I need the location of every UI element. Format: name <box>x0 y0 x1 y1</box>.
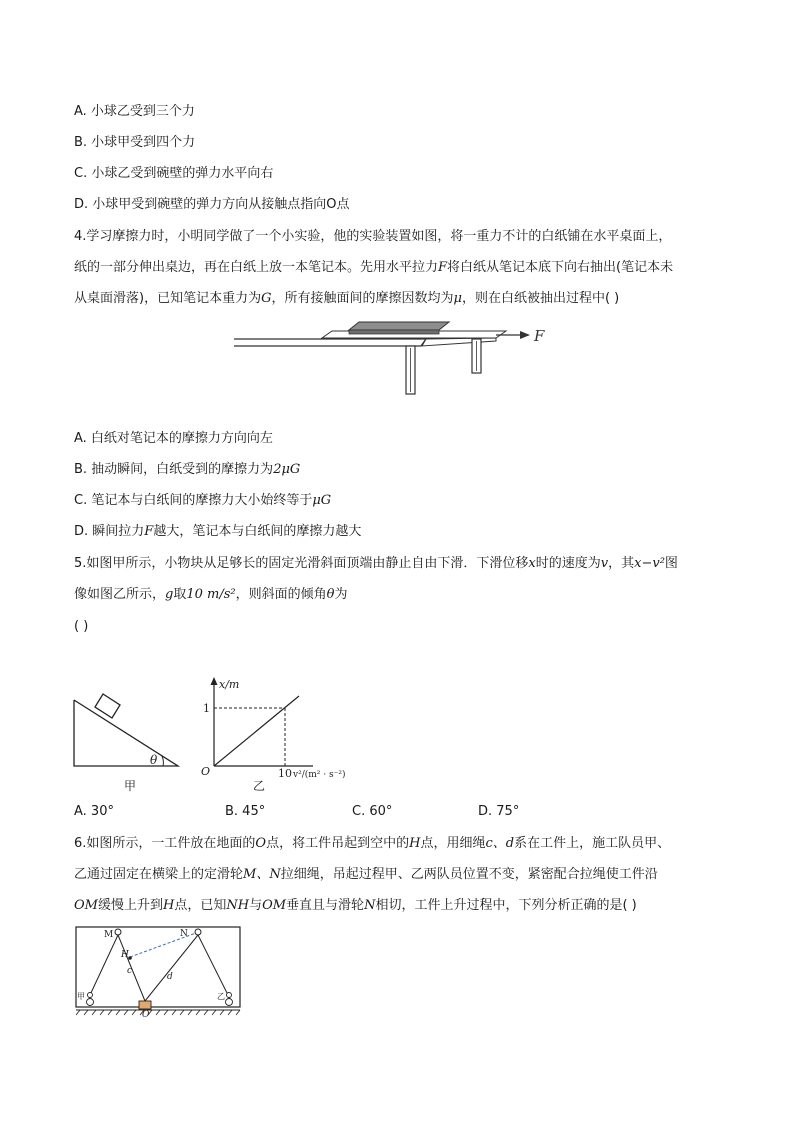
q6-label-d: d <box>167 972 173 982</box>
q5-figure-label-jia: 甲 <box>124 779 137 793</box>
q4-figure-force-label: F <box>534 327 545 345</box>
q4-option-d: D. 瞬间拉力F越大，笔记本与白纸间的摩擦力越大 <box>74 524 362 539</box>
q4-figure-table <box>234 318 564 400</box>
q4-option-a: A. 白纸对笔记本的摩擦力方向向左 <box>74 431 273 446</box>
q6-pulley-n <box>195 929 201 935</box>
q6-label-jia: 甲 <box>77 992 85 1001</box>
q6-pulley-m <box>115 929 121 935</box>
q5-figure-label-yi: 乙 <box>253 779 266 793</box>
q6-label-yi: 乙 <box>217 992 225 1001</box>
q5-option-a: A. 30° <box>74 804 114 819</box>
q6-workpiece <box>139 1001 151 1009</box>
q5-stem-line2: 像如图乙所示，g取10 m/s²，则斜面的倾角θ为 <box>74 587 348 602</box>
q4-stem-line1: 4.学习摩擦力时，小明同学做了一个小实验，他的实验装置如图，将一重力不计的白纸铺在水平桌面上， <box>74 229 672 244</box>
q6-label-c: c <box>127 966 133 976</box>
q5-figure-theta: θ <box>150 753 158 767</box>
q5-figure-incline <box>70 690 190 795</box>
q5-graph-x-axis-label: v²/(m² · s⁻²) <box>293 770 346 780</box>
q5-graph-y-axis-label: x/m <box>219 678 240 691</box>
q6-label-n: N <box>180 929 188 939</box>
q6-stem-line2: 乙通过固定在横梁上的定滑轮M、N拉细绳，吊起过程甲、乙两队员位置不变，紧密配合拉绳使工件沿 <box>74 867 658 882</box>
q5-option-b: B. 45° <box>225 804 266 819</box>
q4-stem-line2: 纸的一部分伸出桌边，再在白纸上放一本笔记本。先用水平拉力F将白纸从笔记本底下向右抽出(笔记本未 <box>74 260 674 275</box>
q3-option-a: A. 小球乙受到三个力 <box>74 104 195 119</box>
q3-option-c: C. 小球乙受到碗壁的弹力水平向右 <box>74 166 274 181</box>
q6-label-h: H <box>121 950 129 960</box>
q5-figure-graph <box>195 672 370 797</box>
q6-figure-pulleys <box>74 925 242 1020</box>
q5-stem-line1: 5.如图甲所示，小物块从足够长的固定光滑斜面顶端由静止自由下滑．下滑位移x时的速度为v，其x−v²图 <box>74 556 678 571</box>
q5-answer-paren: ( ) <box>74 619 89 634</box>
q3-option-d: D. 小球甲受到碗壁的弹力方向从接触点指向O点 <box>74 197 350 212</box>
q5-option-d: D. 75° <box>478 804 520 819</box>
q6-stem-line1: 6.如图所示，一工件放在地面的O点，将工件吊起到空中的H点，用细绳c、d系在工件上，施工队员甲、 <box>74 836 671 851</box>
q6-stem-line3: OM缓慢上升到H点，已知NH与OM垂直且与滑轮N相切，工件上升过程中，下列分析正确的是( ) <box>74 898 637 913</box>
q6-label-m: M <box>104 930 114 940</box>
q5-graph-x-tick: 10 <box>278 767 292 780</box>
q5-graph-line <box>214 696 299 766</box>
q6-label-o: O <box>142 1010 150 1020</box>
q4-stem-line3: 从桌面滑落)，已知笔记本重力为G，所有接触面间的摩擦因数均为μ，则在白纸被抽出过程中( ) <box>74 291 620 306</box>
q3-option-b: B. 小球甲受到四个力 <box>74 135 196 150</box>
q4-option-b: B. 抽动瞬间，白纸受到的摩擦力为2μG <box>74 462 301 477</box>
q5-graph-origin: O <box>201 765 211 778</box>
q4-option-c: C. 笔记本与白纸间的摩擦力大小始终等于μG <box>74 493 332 508</box>
q5-graph-y-tick: 1 <box>203 702 210 715</box>
q5-option-c: C. 60° <box>352 804 393 819</box>
